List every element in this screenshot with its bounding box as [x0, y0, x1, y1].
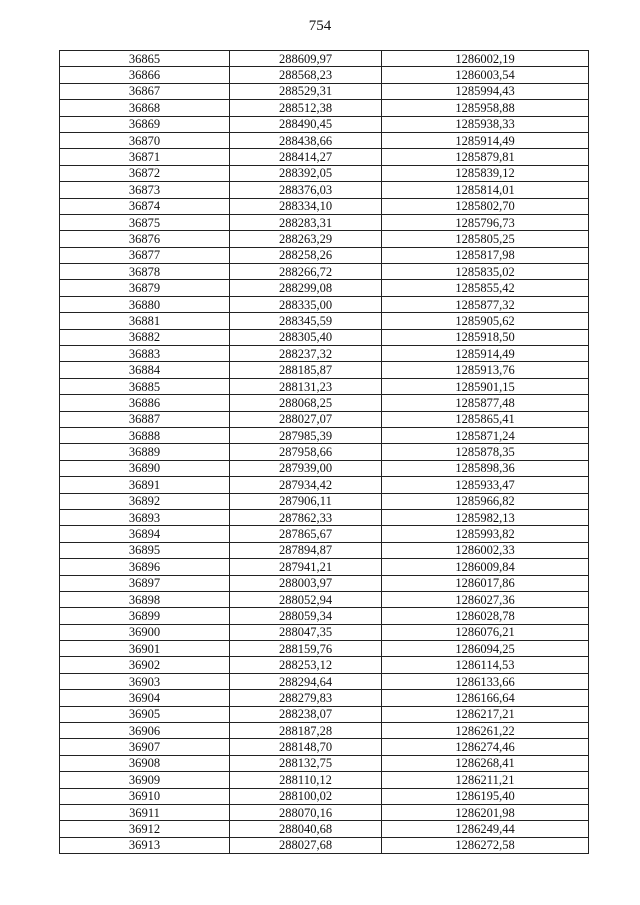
y-coordinate-cell: 1286166,64 [382, 690, 589, 706]
table-row [60, 411, 589, 427]
y-coordinate-cell: 1285901,15 [382, 378, 589, 394]
point-number-cell: 36876 [60, 231, 230, 247]
y-coordinate-cell: 1286003,54 [382, 67, 589, 83]
y-coordinate-cell: 1285914,49 [382, 132, 589, 148]
table-row [60, 723, 589, 739]
x-coordinate-cell: 287958,66 [230, 444, 382, 460]
x-coordinate-cell: 287985,39 [230, 427, 382, 443]
point-number-cell: 36889 [60, 444, 230, 460]
point-number-cell: 36911 [60, 804, 230, 820]
table-row [60, 296, 589, 312]
table-row [60, 509, 589, 525]
x-coordinate-cell: 288376,03 [230, 182, 382, 198]
point-number-cell: 36913 [60, 837, 230, 853]
y-coordinate-cell: 1285877,32 [382, 296, 589, 312]
table-row [60, 641, 589, 657]
coordinates-table [59, 50, 589, 854]
x-coordinate-cell: 288568,23 [230, 67, 382, 83]
page-number: 754 [308, 18, 332, 34]
y-coordinate-cell: 1285913,76 [382, 362, 589, 378]
y-coordinate-cell: 1285966,82 [382, 493, 589, 509]
x-coordinate-cell: 288392,05 [230, 165, 382, 181]
y-coordinate-cell: 1285817,98 [382, 247, 589, 263]
y-coordinate-cell: 1286217,21 [382, 706, 589, 722]
y-coordinate-cell: 1285898,36 [382, 460, 589, 476]
point-number-cell: 36890 [60, 460, 230, 476]
x-coordinate-cell: 287862,33 [230, 509, 382, 525]
point-number-cell: 36875 [60, 214, 230, 230]
x-coordinate-cell: 288159,76 [230, 641, 382, 657]
table-row [60, 690, 589, 706]
x-coordinate-cell: 288040,68 [230, 821, 382, 837]
x-coordinate-cell: 288132,75 [230, 755, 382, 771]
y-coordinate-cell: 1286017,86 [382, 575, 589, 591]
x-coordinate-cell: 288335,00 [230, 296, 382, 312]
table-row [60, 559, 589, 575]
y-coordinate-cell: 1286133,66 [382, 673, 589, 689]
x-coordinate-cell: 287865,67 [230, 526, 382, 542]
y-coordinate-cell: 1286076,21 [382, 624, 589, 640]
point-number-cell: 36905 [60, 706, 230, 722]
table-row [60, 657, 589, 673]
x-coordinate-cell: 288187,28 [230, 723, 382, 739]
point-number-cell: 36887 [60, 411, 230, 427]
table-row [60, 116, 589, 132]
point-number-cell: 36906 [60, 723, 230, 739]
y-coordinate-cell: 1285871,24 [382, 427, 589, 443]
table-row [60, 313, 589, 329]
point-number-cell: 36883 [60, 346, 230, 362]
x-coordinate-cell: 288414,27 [230, 149, 382, 165]
table-row [60, 247, 589, 263]
table-row [60, 673, 589, 689]
y-coordinate-cell: 1285993,82 [382, 526, 589, 542]
x-coordinate-cell: 288237,32 [230, 346, 382, 362]
y-coordinate-cell: 1285802,70 [382, 198, 589, 214]
table-row [60, 493, 589, 509]
y-coordinate-cell: 1285877,48 [382, 395, 589, 411]
table-row [60, 362, 589, 378]
y-coordinate-cell: 1285865,41 [382, 411, 589, 427]
y-coordinate-cell: 1285918,50 [382, 329, 589, 345]
x-coordinate-cell: 288052,94 [230, 591, 382, 607]
point-number-cell: 36878 [60, 264, 230, 280]
point-number-cell: 36909 [60, 772, 230, 788]
table-row [60, 83, 589, 99]
table-row [60, 526, 589, 542]
point-number-cell: 36902 [60, 657, 230, 673]
point-number-cell: 36908 [60, 755, 230, 771]
table-row [60, 542, 589, 558]
x-coordinate-cell: 288185,87 [230, 362, 382, 378]
x-coordinate-cell: 288529,31 [230, 83, 382, 99]
x-coordinate-cell: 288258,26 [230, 247, 382, 263]
x-coordinate-cell: 288334,10 [230, 198, 382, 214]
y-coordinate-cell: 1286211,21 [382, 772, 589, 788]
point-number-cell: 36894 [60, 526, 230, 542]
x-coordinate-cell: 288003,97 [230, 575, 382, 591]
y-coordinate-cell: 1285982,13 [382, 509, 589, 525]
table-row [60, 231, 589, 247]
x-coordinate-cell: 288238,07 [230, 706, 382, 722]
point-number-cell: 36881 [60, 313, 230, 329]
point-number-cell: 36879 [60, 280, 230, 296]
point-number-cell: 36868 [60, 100, 230, 116]
table-row [60, 395, 589, 411]
x-coordinate-cell: 287906,11 [230, 493, 382, 509]
table-row [60, 51, 589, 67]
table-row [60, 182, 589, 198]
table-row [60, 706, 589, 722]
table-row [60, 444, 589, 460]
x-coordinate-cell: 287934,42 [230, 477, 382, 493]
point-number-cell: 36912 [60, 821, 230, 837]
x-coordinate-cell: 288438,66 [230, 132, 382, 148]
y-coordinate-cell: 1286114,53 [382, 657, 589, 673]
y-coordinate-cell: 1285835,02 [382, 264, 589, 280]
point-number-cell: 36899 [60, 608, 230, 624]
x-coordinate-cell: 288131,23 [230, 378, 382, 394]
y-coordinate-cell: 1285994,43 [382, 83, 589, 99]
x-coordinate-cell: 288263,29 [230, 231, 382, 247]
table-row [60, 837, 589, 853]
x-coordinate-cell: 288047,35 [230, 624, 382, 640]
point-number-cell: 36904 [60, 690, 230, 706]
table-row [60, 788, 589, 804]
y-coordinate-cell: 1286195,40 [382, 788, 589, 804]
point-number-cell: 36896 [60, 559, 230, 575]
point-number-cell: 36892 [60, 493, 230, 509]
table-row [60, 149, 589, 165]
y-coordinate-cell: 1285796,73 [382, 214, 589, 230]
y-coordinate-cell: 1286249,44 [382, 821, 589, 837]
table-row [60, 264, 589, 280]
y-coordinate-cell: 1285905,62 [382, 313, 589, 329]
point-number-cell: 36900 [60, 624, 230, 640]
point-number-cell: 36886 [60, 395, 230, 411]
y-coordinate-cell: 1285814,01 [382, 182, 589, 198]
point-number-cell: 36865 [60, 51, 230, 67]
y-coordinate-cell: 1285878,35 [382, 444, 589, 460]
y-coordinate-cell: 1285805,25 [382, 231, 589, 247]
point-number-cell: 36893 [60, 509, 230, 525]
y-coordinate-cell: 1285914,49 [382, 346, 589, 362]
y-coordinate-cell: 1286028,78 [382, 608, 589, 624]
table-row [60, 100, 589, 116]
table-row [60, 427, 589, 443]
table-row [60, 804, 589, 820]
point-number-cell: 36871 [60, 149, 230, 165]
x-coordinate-cell: 288283,31 [230, 214, 382, 230]
point-number-cell: 36880 [60, 296, 230, 312]
x-coordinate-cell: 288253,12 [230, 657, 382, 673]
point-number-cell: 36897 [60, 575, 230, 591]
x-coordinate-cell: 288027,07 [230, 411, 382, 427]
table-row [60, 591, 589, 607]
table-row [60, 67, 589, 83]
point-number-cell: 36882 [60, 329, 230, 345]
y-coordinate-cell: 1286002,19 [382, 51, 589, 67]
table-row [60, 214, 589, 230]
x-coordinate-cell: 288148,70 [230, 739, 382, 755]
x-coordinate-cell: 288068,25 [230, 395, 382, 411]
table-row [60, 460, 589, 476]
point-number-cell: 36907 [60, 739, 230, 755]
point-number-cell: 36885 [60, 378, 230, 394]
point-number-cell: 36870 [60, 132, 230, 148]
x-coordinate-cell: 288027,68 [230, 837, 382, 853]
x-coordinate-cell: 288100,02 [230, 788, 382, 804]
x-coordinate-cell: 288609,97 [230, 51, 382, 67]
point-number-cell: 36872 [60, 165, 230, 181]
table-row [60, 575, 589, 591]
x-coordinate-cell: 288070,16 [230, 804, 382, 820]
table-row [60, 378, 589, 394]
table-body [60, 51, 589, 854]
point-number-cell: 36888 [60, 427, 230, 443]
y-coordinate-cell: 1286272,58 [382, 837, 589, 853]
y-coordinate-cell: 1286261,22 [382, 723, 589, 739]
x-coordinate-cell: 288294,64 [230, 673, 382, 689]
x-coordinate-cell: 288266,72 [230, 264, 382, 280]
y-coordinate-cell: 1286201,98 [382, 804, 589, 820]
table-row [60, 165, 589, 181]
point-number-cell: 36898 [60, 591, 230, 607]
table-row [60, 132, 589, 148]
x-coordinate-cell: 288305,40 [230, 329, 382, 345]
x-coordinate-cell: 288345,59 [230, 313, 382, 329]
x-coordinate-cell: 287894,87 [230, 542, 382, 558]
table-row [60, 346, 589, 362]
table-row [60, 198, 589, 214]
y-coordinate-cell: 1286268,41 [382, 755, 589, 771]
y-coordinate-cell: 1286009,84 [382, 559, 589, 575]
y-coordinate-cell: 1285938,33 [382, 116, 589, 132]
y-coordinate-cell: 1285958,88 [382, 100, 589, 116]
x-coordinate-cell: 288490,45 [230, 116, 382, 132]
point-number-cell: 36869 [60, 116, 230, 132]
point-number-cell: 36873 [60, 182, 230, 198]
y-coordinate-cell: 1286002,33 [382, 542, 589, 558]
y-coordinate-cell: 1285855,42 [382, 280, 589, 296]
x-coordinate-cell: 288279,83 [230, 690, 382, 706]
point-number-cell: 36910 [60, 788, 230, 804]
x-coordinate-cell: 287939,00 [230, 460, 382, 476]
point-number-cell: 36901 [60, 641, 230, 657]
y-coordinate-cell: 1285839,12 [382, 165, 589, 181]
table-row [60, 280, 589, 296]
y-coordinate-cell: 1286274,46 [382, 739, 589, 755]
y-coordinate-cell: 1285879,81 [382, 149, 589, 165]
point-number-cell: 36867 [60, 83, 230, 99]
point-number-cell: 36903 [60, 673, 230, 689]
table-row [60, 477, 589, 493]
y-coordinate-cell: 1286027,36 [382, 591, 589, 607]
table-row [60, 739, 589, 755]
table-row [60, 772, 589, 788]
point-number-cell: 36884 [60, 362, 230, 378]
x-coordinate-cell: 288512,38 [230, 100, 382, 116]
table-row [60, 821, 589, 837]
x-coordinate-cell: 288110,12 [230, 772, 382, 788]
point-number-cell: 36874 [60, 198, 230, 214]
point-number-cell: 36877 [60, 247, 230, 263]
y-coordinate-cell: 1285933,47 [382, 477, 589, 493]
x-coordinate-cell: 288059,34 [230, 608, 382, 624]
table-row [60, 624, 589, 640]
x-coordinate-cell: 288299,08 [230, 280, 382, 296]
point-number-cell: 36895 [60, 542, 230, 558]
table-row [60, 755, 589, 771]
table-row [60, 329, 589, 345]
y-coordinate-cell: 1286094,25 [382, 641, 589, 657]
table-row [60, 608, 589, 624]
point-number-cell: 36866 [60, 67, 230, 83]
point-number-cell: 36891 [60, 477, 230, 493]
x-coordinate-cell: 287941,21 [230, 559, 382, 575]
